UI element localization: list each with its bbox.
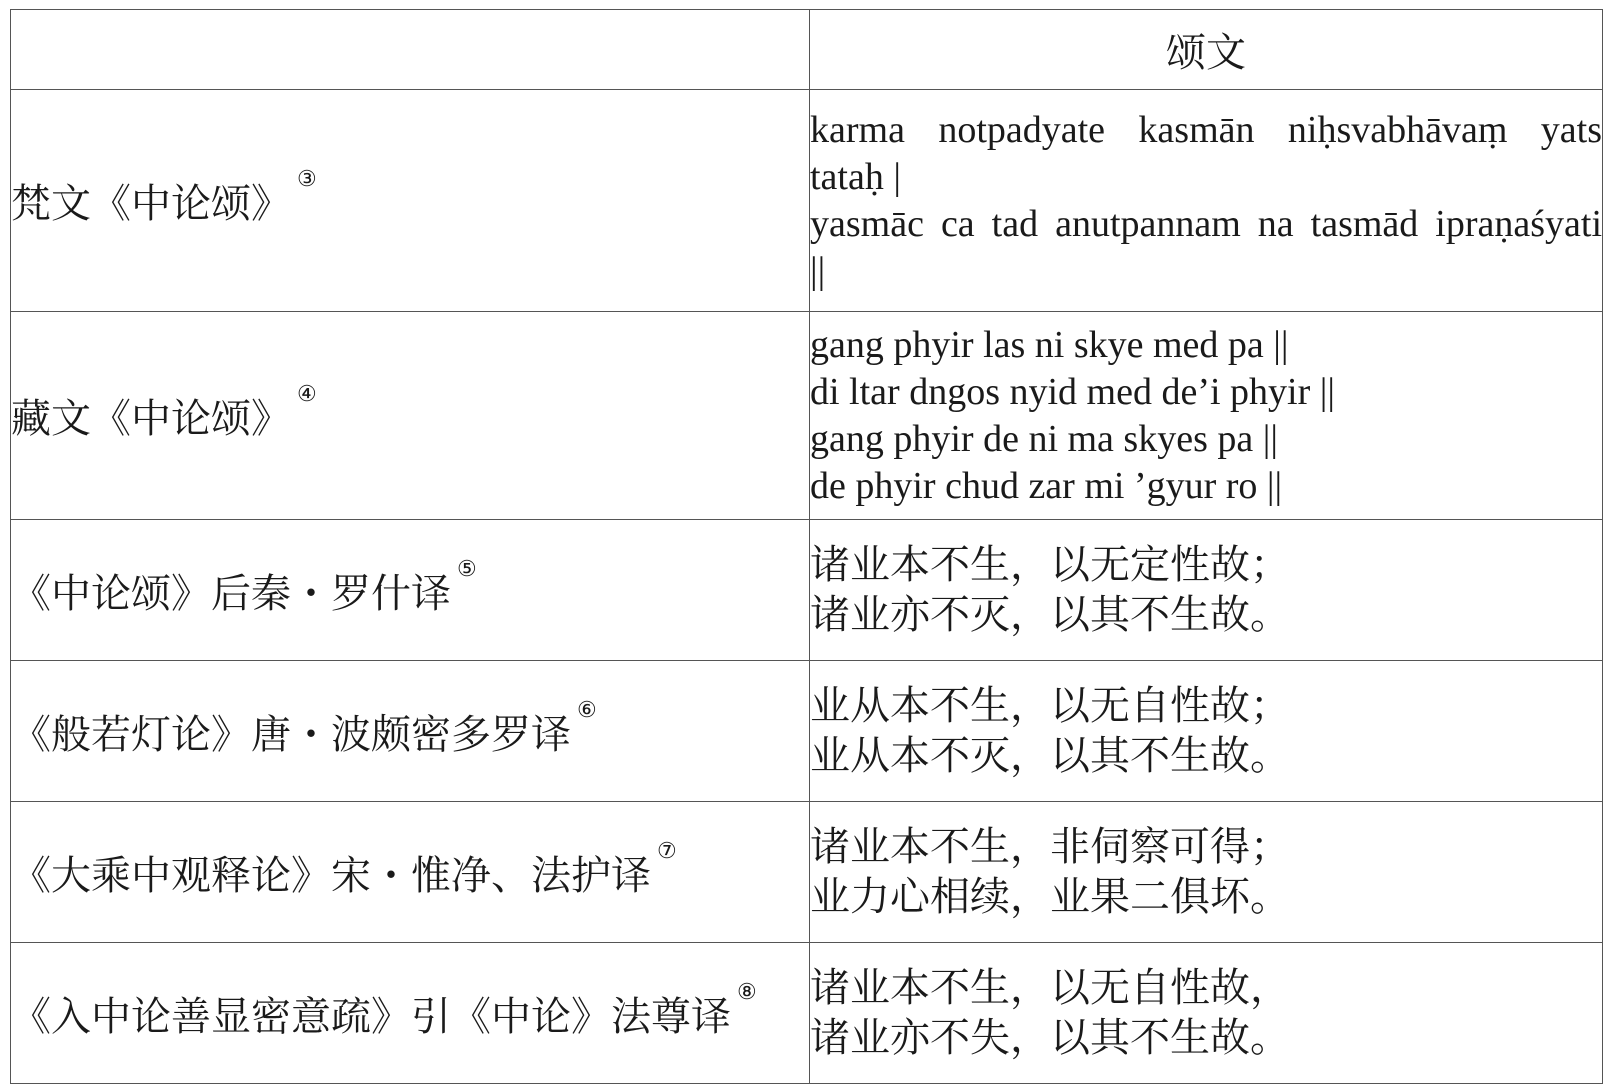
source-label: 《中论颂》后秦・罗什译: [11, 570, 451, 616]
verse-line: 诸业本不生，以无定性故；: [810, 542, 1290, 587]
source-label: 梵文《中论颂》: [11, 181, 291, 226]
verse-text-cell: [810, 312, 1603, 520]
verse-line: di ltar dngos nyid med de’i phyir ||: [810, 370, 1335, 413]
verse-line: 诸业亦不灭，以其不生故。: [810, 592, 1290, 637]
header-empty-cell: [11, 10, 810, 90]
table-row: [11, 661, 1603, 802]
verse-text-cell: [810, 90, 1603, 312]
verse-text-cell: [810, 802, 1603, 943]
verse-line: 诸业本不生，以无自性故，: [810, 965, 1290, 1010]
verse-comparison-table: [10, 9, 1603, 1084]
source-label: 《般若灯论》唐・波颇密多罗译: [11, 711, 571, 757]
verse-text-cell: [810, 661, 1603, 802]
verse-line: 诸业本不生，非伺察可得；: [810, 824, 1290, 869]
table-row: [11, 802, 1603, 943]
verse-line: tataḥ |: [810, 155, 901, 198]
verse-text-cell: [810, 520, 1603, 661]
source-label-cell: [11, 312, 810, 520]
footnote-marker: ⑥: [577, 696, 597, 722]
source-label: 《入中论善显密意疏》引《中论》法尊译: [11, 993, 731, 1039]
verse-line: yasmāc ca tad anutpannam na tasmād ipraṇaśyati: [810, 202, 1602, 245]
verse-line: ||: [810, 249, 826, 292]
footnote-marker: ⑤: [457, 555, 477, 581]
verse-text-cell: [810, 943, 1603, 1084]
source-label-cell: [11, 802, 810, 943]
table-row: [11, 943, 1603, 1084]
verse-line: karma notpadyate kasmān niḥsvabhāvaṃ yats: [810, 108, 1602, 151]
verse-line: gang phyir de ni ma skyes pa ||: [810, 417, 1278, 460]
table-row: [11, 520, 1603, 661]
footnote-marker: ⑧: [737, 978, 757, 1004]
verse-line: 业力心相续，业果二俱坏。: [810, 874, 1290, 919]
footnote-marker: ⑦: [657, 837, 677, 863]
verse-line: 业从本不灭，以其不生故。: [810, 733, 1290, 778]
verse-line: 诸业亦不失，以其不生故。: [810, 1015, 1290, 1060]
verse-line: 业从本不生，以无自性故；: [810, 683, 1290, 728]
footnote-marker: ④: [297, 381, 317, 406]
header-verse-cell: 颂文: [810, 10, 1603, 90]
source-label: 《大乘中观释论》宋・惟净、法护译: [11, 852, 651, 898]
table-row: [11, 90, 1603, 312]
source-label: 藏文《中论颂》: [11, 396, 291, 441]
header-row: [11, 10, 1603, 90]
source-label-cell: [11, 943, 810, 1084]
table-row: [11, 312, 1603, 520]
footnote-marker: ③: [297, 166, 317, 191]
source-label-cell: [11, 520, 810, 661]
source-label-cell: [11, 661, 810, 802]
verse-line: de phyir chud zar mi ’gyur ro ||: [810, 464, 1283, 507]
verse-line: gang phyir las ni skye med pa ||: [810, 323, 1289, 366]
source-label-cell: [11, 90, 810, 312]
